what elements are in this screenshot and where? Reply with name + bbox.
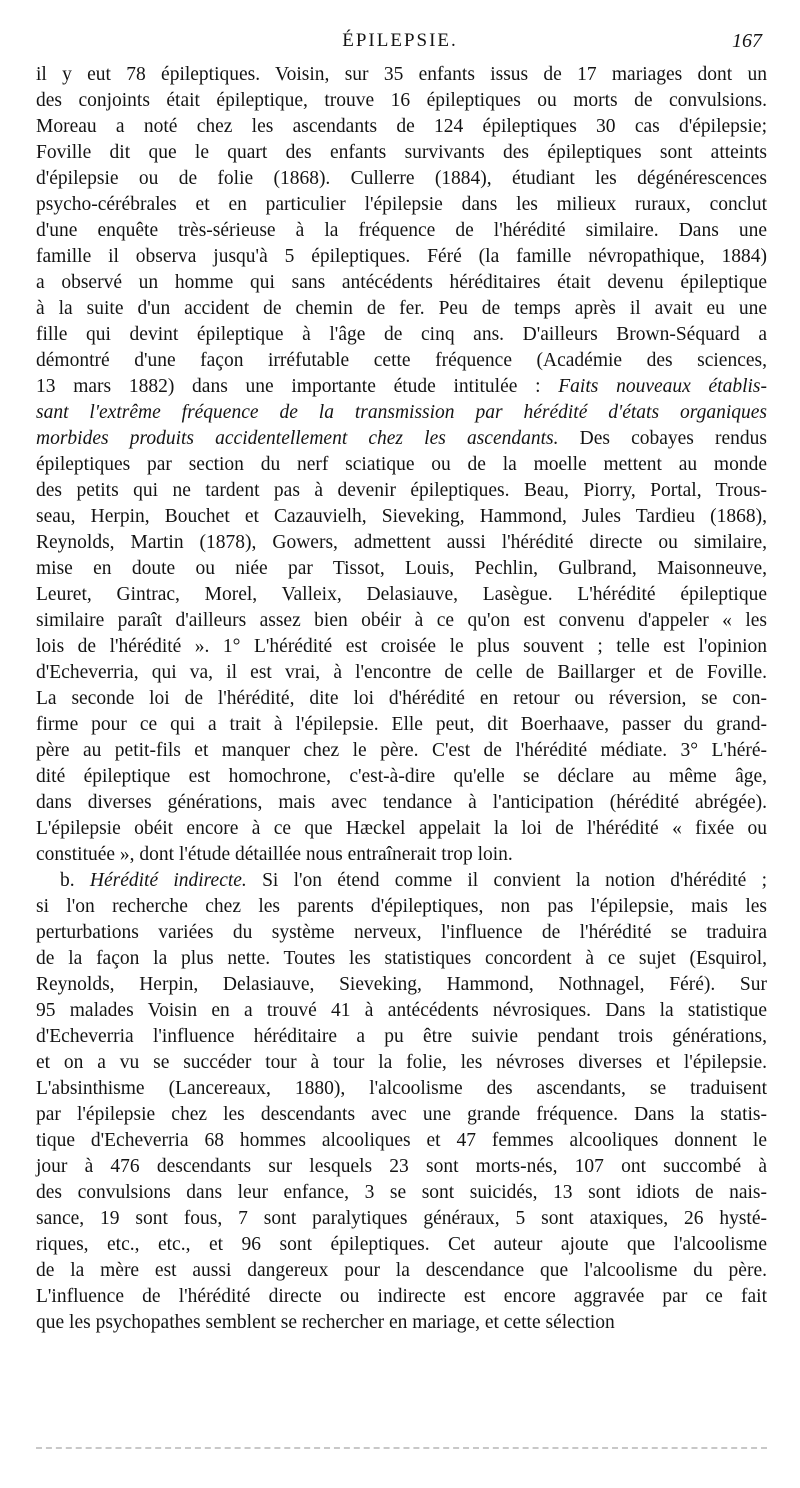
- text-line: Foville dit que le quart des enfants survivants des épileptiques sont atteints: [36, 142, 767, 163]
- text-line: des convulsions dans leur enfance, 3 se sont suicidés, 13 sont idiots de nais-: [36, 1182, 767, 1203]
- section-label: b.: [60, 870, 90, 891]
- text-line: La seconde loi de l'hérédité, dite loi d'hérédité en retour ou réversion, se con-: [36, 688, 767, 709]
- text-line: dans diverses générations, mais avec tendance à l'anticipation (hérédité abrégée).: [36, 792, 767, 813]
- text-line: par l'épilepsie chez les descendants avec une grande fréquence. Dans la statis-: [36, 1104, 767, 1125]
- page-number: 167: [732, 30, 762, 52]
- text-line: et on a vu se succéder tour à tour la folie, les névroses diverses et l'épilepsie.: [36, 1052, 767, 1073]
- text-line: épileptiques par section du nerf sciatique ou de la moelle mettent au monde: [36, 454, 767, 475]
- text-line: père au petit-fils et manquer chez le père. C'est de l'hérédité médiate. 3° L'héré-: [36, 740, 767, 761]
- text-line: dité épileptique est homochrone, c'est-à-dire qu'elle se déclare au même âge,: [36, 766, 767, 787]
- text-line: L'influence de l'hérédité directe ou indirecte est encore aggravée par ce fait: [36, 1286, 767, 1307]
- text-line: [36, 400, 767, 426]
- text-line: perturbations variées du système nerveux, l'influence de l'hérédité se traduira: [36, 922, 767, 943]
- text-line: constituée », dont l'étude détaillée nous entraînerait trop loin.: [36, 844, 513, 865]
- text-line: similaire paraît d'ailleurs assez bien obéir à ce qu'on est convenu d'appeler « les: [36, 610, 767, 631]
- text-line: des petits qui ne tardent pas à devenir épileptiques. Beau, Piorry, Portal, Trous-: [36, 480, 767, 501]
- text-line: tique d'Echeverria 68 hommes alcooliques et 47 femmes alcooliques donnent le: [36, 1130, 767, 1151]
- text-line: a observé un homme qui sans antécédents héréditaires était devenu épileptique: [36, 272, 767, 293]
- text-line: riques, etc., etc., et 96 sont épileptiques. Cet auteur ajoute que l'alcoolisme: [36, 1234, 767, 1255]
- text-line: jour à 476 descendants sur lesquels 23 sont morts-nés, 107 ont succombé à: [36, 1156, 767, 1177]
- text-line: sance, 19 sont fous, 7 sont paralytiques généraux, 5 sont ataxiques, 26 hysté-: [36, 1208, 767, 1229]
- text-line: lois de l'hérédité ». 1° L'hérédité est croisée le plus souvent ; telle est l'opinion: [36, 636, 767, 657]
- text-line: il y eut 78 épileptiques. Voisin, sur 35 enfants issus de 17 mariages dont un: [36, 64, 767, 85]
- text-line: Reynolds, Herpin, Delasiauve, Sieveking, Hammond, Nothnagel, Féré). Sur: [36, 974, 767, 995]
- text-line: famille il observa jusqu'à 5 épileptiques. Féré (la famille névropathique, 1884): [36, 246, 767, 267]
- running-title: ÉPILEPSIE.: [342, 30, 458, 51]
- text-line: Moreau a noté chez les ascendants de 124 épileptiques 30 cas d'épilepsie;: [36, 116, 767, 137]
- footer-rule: [36, 1447, 767, 1449]
- body-text: [36, 62, 767, 1336]
- italic-title: morbides produits accidentellement chez les ascendants.: [36, 428, 559, 449]
- text-line: à la suite d'un accident de chemin de fer. Peu de temps après il avait eu une: [36, 298, 767, 319]
- text-line: d'Echeverria l'influence héréditaire a pu être suivie pendant trois générations,: [36, 1026, 767, 1047]
- paragraph-heredite-similaire-cont: [36, 452, 767, 868]
- italic-title: sant l'extrême fréquence de la transmission par hérédité d'états organiques: [36, 402, 767, 423]
- text-line: mise en doute ou niée par Tissot, Louis, Pechlin, Gulbrand, Maisonneuve,: [36, 558, 767, 579]
- text-line: d'épilepsie ou de folie (1868). Cullerre (1884), étudiant les dégénérescences: [36, 168, 767, 189]
- text-line: de la mère est aussi dangereux pour la descendance que l'alcoolisme du père.: [36, 1260, 767, 1281]
- italic-title: Faits nouveaux établis-: [558, 376, 767, 397]
- section-heading: Hérédité indirecte.: [89, 870, 247, 891]
- text-line: L'épilepsie obéit encore à ce que Hæckel appelait la loi de l'hérédité « fixée ou: [36, 818, 767, 839]
- text-line: fille qui devint épileptique à l'âge de cinq ans. D'ailleurs Brown-Séquard a: [36, 324, 767, 345]
- paragraph-heredite-similaire: [36, 62, 767, 374]
- page-header: [38, 30, 762, 58]
- text-line: morbides produits accidentellement chez les ascendants. Des cobayes rendus: [36, 428, 767, 449]
- text-line: démontré d'une façon irréfutable cette fréquence (Académie des sciences,: [36, 350, 767, 371]
- text-line: d'une enquête très-sérieuse à la fréquence de l'hérédité similaire. Dans une: [36, 220, 767, 241]
- text-line: que les psychopathes semblent se rechercher en mariage, et cette sélection: [36, 1312, 615, 1333]
- text-line: b. Hérédité indirecte. Si l'on étend comme il convient la notion d'hérédité ;: [60, 870, 767, 891]
- text-line: firme pour ce qui a trait à l'épilepsie. Elle peut, dit Boerhaave, passer du grand-: [36, 714, 767, 735]
- text-line: psycho-cérébrales et en particulier l'épilepsie dans les milieux ruraux, conclut: [36, 194, 767, 215]
- text-line: si l'on recherche chez les parents d'épileptiques, non pas l'épilepsie, mais les: [36, 896, 767, 917]
- text-line: seau, Herpin, Bouchet et Cazauvielh, Sieveking, Hammond, Jules Tardieu (1868),: [36, 506, 767, 527]
- text-line: 13 mars 1882) dans une importante étude intitulée : Faits nouveaux établis-: [36, 376, 767, 397]
- text-line: Reynolds, Martin (1878), Gowers, admettent aussi l'hérédité directe ou similaire,: [36, 532, 767, 553]
- text-line: L'absinthisme (Lancereaux, 1880), l'alcoolisme des ascendants, se traduisent: [36, 1078, 767, 1099]
- text-line: 95 malades Voisin en a trouvé 41 à antécédents névrosiques. Dans la statistique: [36, 1000, 767, 1021]
- text-line: Leuret, Gintrac, Morel, Valleix, Delasiauve, Lasègue. L'hérédité épileptique: [36, 584, 767, 605]
- text-line: de la façon la plus nette. Toutes les statistiques concordent à ce sujet (Esquirol,: [36, 948, 767, 969]
- text-line: d'Echeverria, qui va, il est vrai, à l'encontre de celle de Baillarger et de Foville.: [36, 662, 767, 683]
- paragraph-heredite-indirecte: [36, 894, 767, 1336]
- text-line: des conjoints était épileptique, trouve 16 épileptiques ou morts de convulsions.: [36, 90, 767, 111]
